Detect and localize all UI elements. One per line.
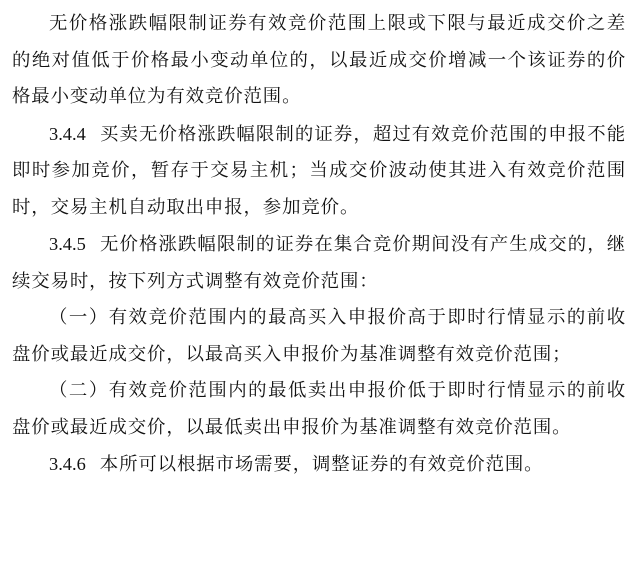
clause-3-4-5 (12, 226, 626, 300)
paragraph-continuation (12, 6, 626, 116)
paragraph-text: （一）有效竞价范围内的最高买入申报价高于即时行情显示的前收盘价或最近成交价，以最高买入申报价为基准调整有效竞价范围； (12, 307, 626, 365)
clause-3-4-4 (12, 116, 626, 227)
list-item-one (12, 300, 626, 373)
list-item-two (12, 373, 626, 446)
clause-number: 3.4.5 (49, 234, 86, 254)
clause-number: 3.4.4 (49, 123, 86, 144)
paragraph-text: 买卖无价格涨跌幅限制的证券，超过有效竞价范围的申报不能即时参加竞价，暂存于交易主机；当成交价波动使其进入有效竞价范围时，交易主机自动取出申报，参加竞价。 (12, 123, 626, 218)
paragraph-text: 无价格涨跌幅限制的证券在集合竞价期间没有产生成交的，继续交易时，按下列方式调整有效竞价范围： (12, 234, 626, 292)
paragraph-text: 本所可以根据市场需要，调整证券的有效竞价范围。 (99, 454, 544, 475)
paragraph-text: （二）有效竞价范围内的最低卖出申报价低于即时行情显示的前收盘价或最近成交价，以最低卖出申报价为基准调整有效竞价范围。 (12, 380, 626, 438)
paragraph-text: 无价格涨跌幅限制证券有效竞价范围上限或下限与最近成交价之差的绝对值低于价格最小变动单位的，以最近成交价增减一个该证券的价格最小变动单位为有效竞价范围。 (12, 13, 626, 107)
clause-3-4-6 (12, 446, 626, 484)
clause-number: 3.4.6 (49, 454, 86, 474)
